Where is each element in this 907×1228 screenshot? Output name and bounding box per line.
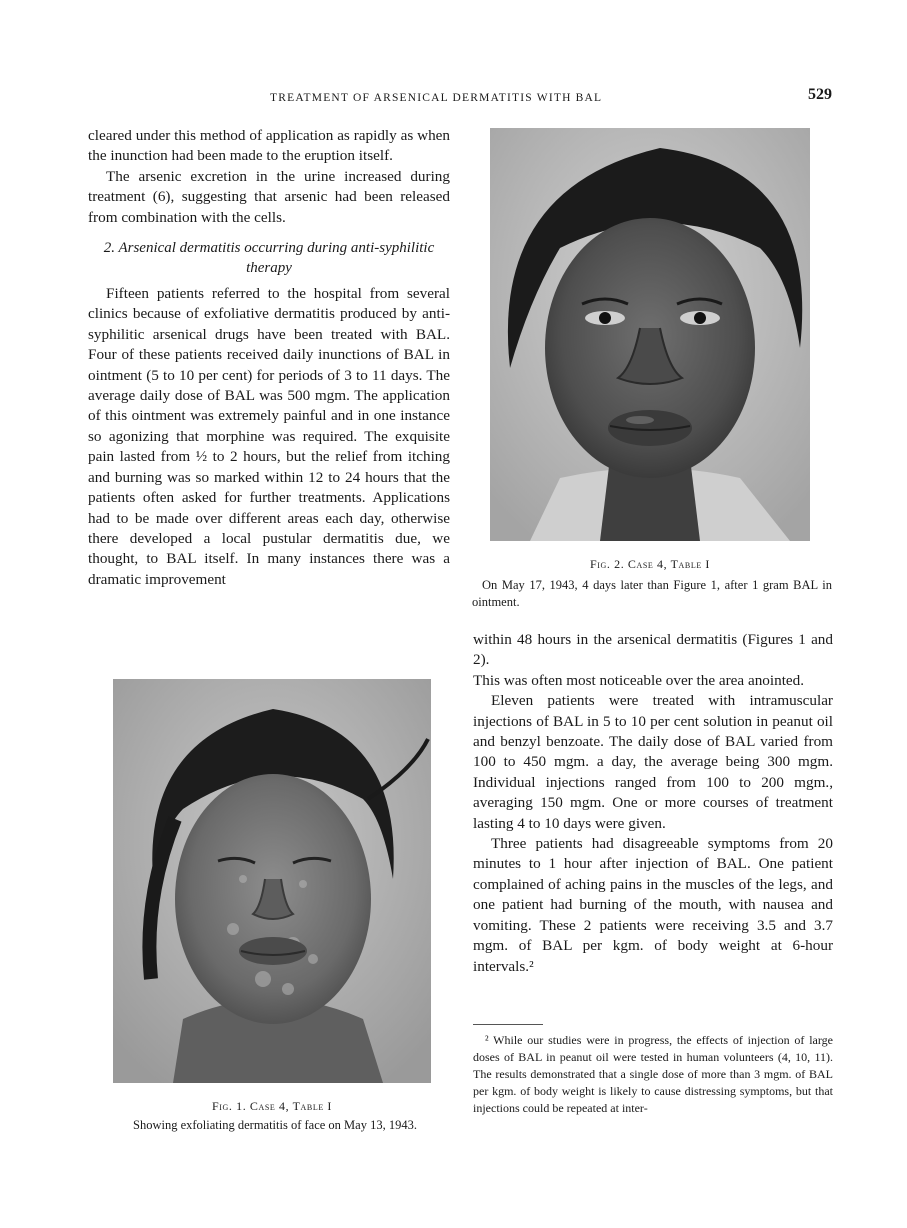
right-paragraph-4: Three patients had disagreeable symptoms from 20 minutes to 1 hour after injection of BAL. One patient complained of aching pains in the muscles of the legs, and one patient had burning of the mouth, with nausea and vomiting. These 2 patients were receiving 3.5 and 3.7 mgm. of BAL per kgm. of body weight at 6-hour intervals.² xyxy=(473,835,833,975)
figure-2-title: Fig. 2. Case 4, Table I xyxy=(589,557,711,571)
footnote-rule xyxy=(473,1024,543,1025)
running-title: TREATMENT OF ARSENICAL DERMATITIS WITH BAL xyxy=(270,92,603,104)
section-heading: 2. Arsenical dermatitis occurring during anti-syphilitic therapy xyxy=(103,240,435,277)
right-paragraph-1: within 48 hours in the arsenical dermatitis (Figures 1 and 2). xyxy=(473,631,833,669)
left-column xyxy=(88,126,450,590)
right-paragraph-2: This was often most noticeable over the area anointed. xyxy=(473,671,805,689)
figure-1-caption: Showing exfoliating dermatitis of face on May 13, 1943. xyxy=(133,1118,417,1132)
left-paragraph-2: The arsenic excretion in the urine increased during treatment (6), suggesting that arsenic had been released from combination with the cells. xyxy=(88,167,450,226)
footnote xyxy=(473,1032,833,1117)
figure-2-portrait xyxy=(490,128,810,541)
left-paragraph-1: cleared under this method of application as rapidly as when the inunction had been made to the eruption itself. xyxy=(88,127,450,165)
footnote-text: ² While our studies were in progress, the effects of injection of large doses of BAL in peanut oil were tested in human volunteers (4, 10, 11). The results demonstrated that a single dose of more than 3 mgm. of BAL per kgm. of body weight is likely to cause distressing symptoms, but that injections could be repeated at inter- xyxy=(473,1033,833,1115)
figure-2-caption: On May 17, 1943, 4 days later than Figure 1, after 1 gram BAL in ointment. xyxy=(472,578,832,609)
figure-2-photo xyxy=(490,128,810,541)
left-paragraph-3: Fifteen patients referred to the hospital from several clinics because of exfoliative dermatitis produced by anti-syphilitic arsenical drugs have been treated with BAL. Four of these patients received daily inunctions of BAL in ointment (5 to 10 per cent) for periods of 3 to 11 days. The average daily dose of BAL was 500 mgm. The application of this ointment was extremely painful and in one instance so agonizing that morphine was required. The exquisite pain lasted from ½ to 2 hours, but the relief from itching and burning was so marked within 12 to 24 hours that the patients often asked for further treatments. Applications had to be made over different areas each day, otherwise there developed a local pustular dermatitis due, we thought, to BAL itself. In many instances there was a dramatic improvement xyxy=(88,285,450,588)
right-column xyxy=(473,630,833,977)
page-number: 529 xyxy=(808,86,832,103)
figure-1-photo xyxy=(113,679,431,1083)
figure-1-portrait xyxy=(113,679,431,1083)
figure-1-title: Fig. 1. Case 4, Table I xyxy=(211,1099,333,1113)
right-paragraph-3: Eleven patients were treated with intramuscular injections of BAL in 5 to 10 per cent solution in peanut oil and benzyl benzoate. The daily dose of BAL varied from 100 to 450 mgm. a day, the average being 300 mgm. Individual injections ranged from 100 to 200 mgm., averaging 150 mgm. One or more courses of treatment lasting 4 to 10 days were given. xyxy=(473,692,833,832)
